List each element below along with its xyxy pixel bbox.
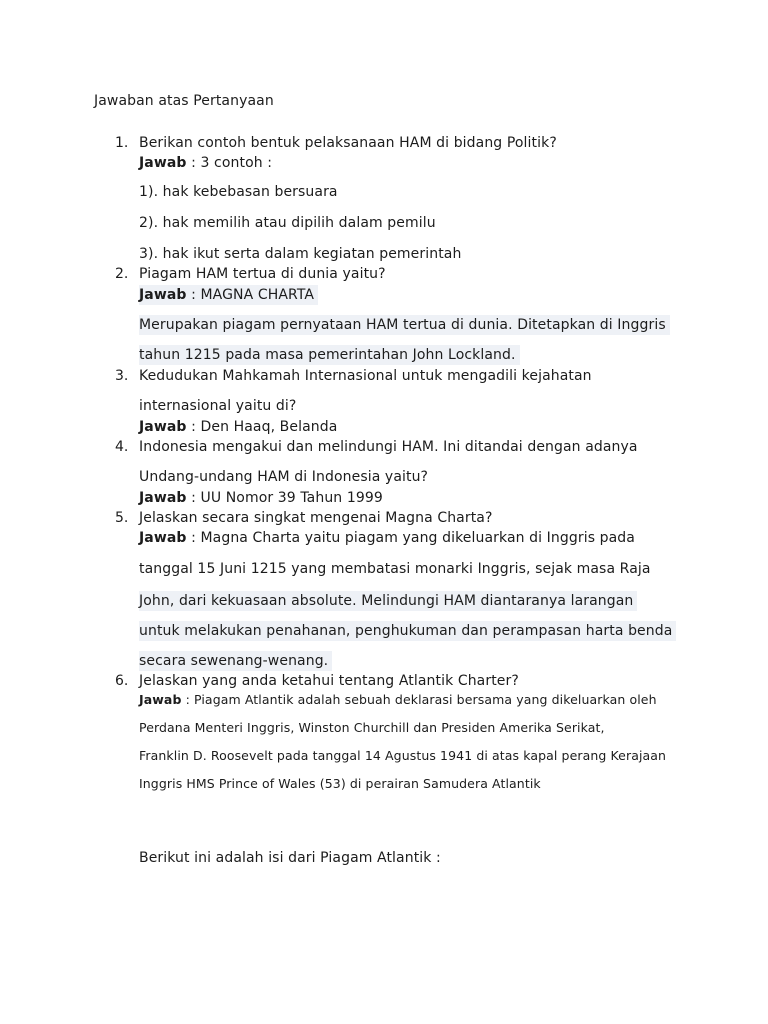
jawab-label: Jawab [139, 692, 182, 707]
answer-6-line-3: Franklin D. Roosevelt pada tanggal 14 Agustus 1941 di atas kapal perang Kerajaan [139, 748, 667, 763]
question-4-text-2: Undang-undang HAM di Indonesia yaitu? [139, 469, 429, 485]
answer-2-detail-1: Merupakan piagam pernyataan HAM tertua di dunia. Ditetapkan di Inggris [139, 316, 670, 334]
question-3-text-1: Kedudukan Mahkamah Internasional untuk mengadili kejahatan [139, 368, 592, 384]
question-1-text: Berikan contoh bentuk pelaksanaan HAM di bidang Politik? [139, 135, 557, 151]
document-heading: Jawaban atas Pertanyaan [94, 93, 274, 109]
question-number-4: 4. [115, 439, 129, 455]
jawab-label: Jawab [139, 530, 187, 546]
jawab-label: Jawab [139, 419, 187, 435]
answer-5-line-4: untuk melakukan penahanan, penghukuman dan perampasan harta benda [139, 622, 676, 640]
answer-6-line-4: Inggris HMS Prince of Wales (53) di perairan Samudera Atlantik [139, 776, 541, 791]
answer-5-line-2: tanggal 15 Juni 1215 yang membatasi monarki Inggris, sejak masa Raja [139, 561, 651, 577]
answer-3 [139, 418, 337, 436]
question-6-text: Jelaskan yang anda ketahui tentang Atlantik Charter? [139, 673, 519, 689]
answer-2-text: : MAGNA CHARTA [191, 287, 315, 303]
answer-1-item-3: 3). hak ikut serta dalam kegiatan pemerintah [139, 246, 462, 262]
answer-3-text: : Den Haaq, Belanda [191, 419, 338, 435]
jawab-label: Jawab [139, 287, 187, 303]
answer-2 [139, 286, 318, 304]
question-number-6: 6. [115, 673, 129, 689]
answer-6-text-1: : Piagam Atlantik adalah sebuah deklarasi bersama yang dikeluarkan oleh [185, 692, 657, 707]
answer-1-item-2: 2). hak memilih atau dipilih dalam pemilu [139, 215, 436, 231]
jawab-label: Jawab [139, 155, 187, 171]
question-5-text: Jelaskan secara singkat mengenai Magna Charta? [139, 510, 493, 526]
question-4-text-1: Indonesia mengakui dan melindungi HAM. Ini ditandai dengan adanya [139, 439, 638, 455]
answer-2-detail-2: tahun 1215 pada masa pemerintahan John Lockland. [139, 346, 520, 364]
question-number-2: 2. [115, 266, 129, 282]
answer-6-line-1 [139, 691, 657, 709]
answer-1 [139, 154, 272, 172]
answer-6-line-2: Perdana Menteri Inggris, Winston Churchill dan Presiden Amerika Serikat, [139, 720, 605, 735]
question-number-1: 1. [115, 135, 129, 151]
answer-4-text: : UU Nomor 39 Tahun 1999 [191, 490, 383, 506]
answer-1-text: : 3 contoh : [191, 155, 273, 171]
question-number-3: 3. [115, 368, 129, 384]
question-3-text-2: internasional yaitu di? [139, 398, 297, 414]
question-2-text: Piagam HAM tertua di dunia yaitu? [139, 266, 386, 282]
answer-5-line-1 [139, 529, 635, 547]
answer-5-text-1: : Magna Charta yaitu piagam yang dikeluarkan di Inggris pada [191, 530, 635, 546]
question-number-5: 5. [115, 510, 129, 526]
answer-1-item-1: 1). hak kebebasan bersuara [139, 184, 338, 200]
answer-5-line-3: John, dari kekuasaan absolute. Melindungi HAM diantaranya larangan [139, 592, 637, 610]
answer-4 [139, 489, 383, 507]
answer-5-line-5: secara sewenang-wenang. [139, 652, 332, 670]
atlantic-charter-intro: Berikut ini adalah isi dari Piagam Atlantik : [139, 850, 441, 866]
jawab-label: Jawab [139, 490, 187, 506]
